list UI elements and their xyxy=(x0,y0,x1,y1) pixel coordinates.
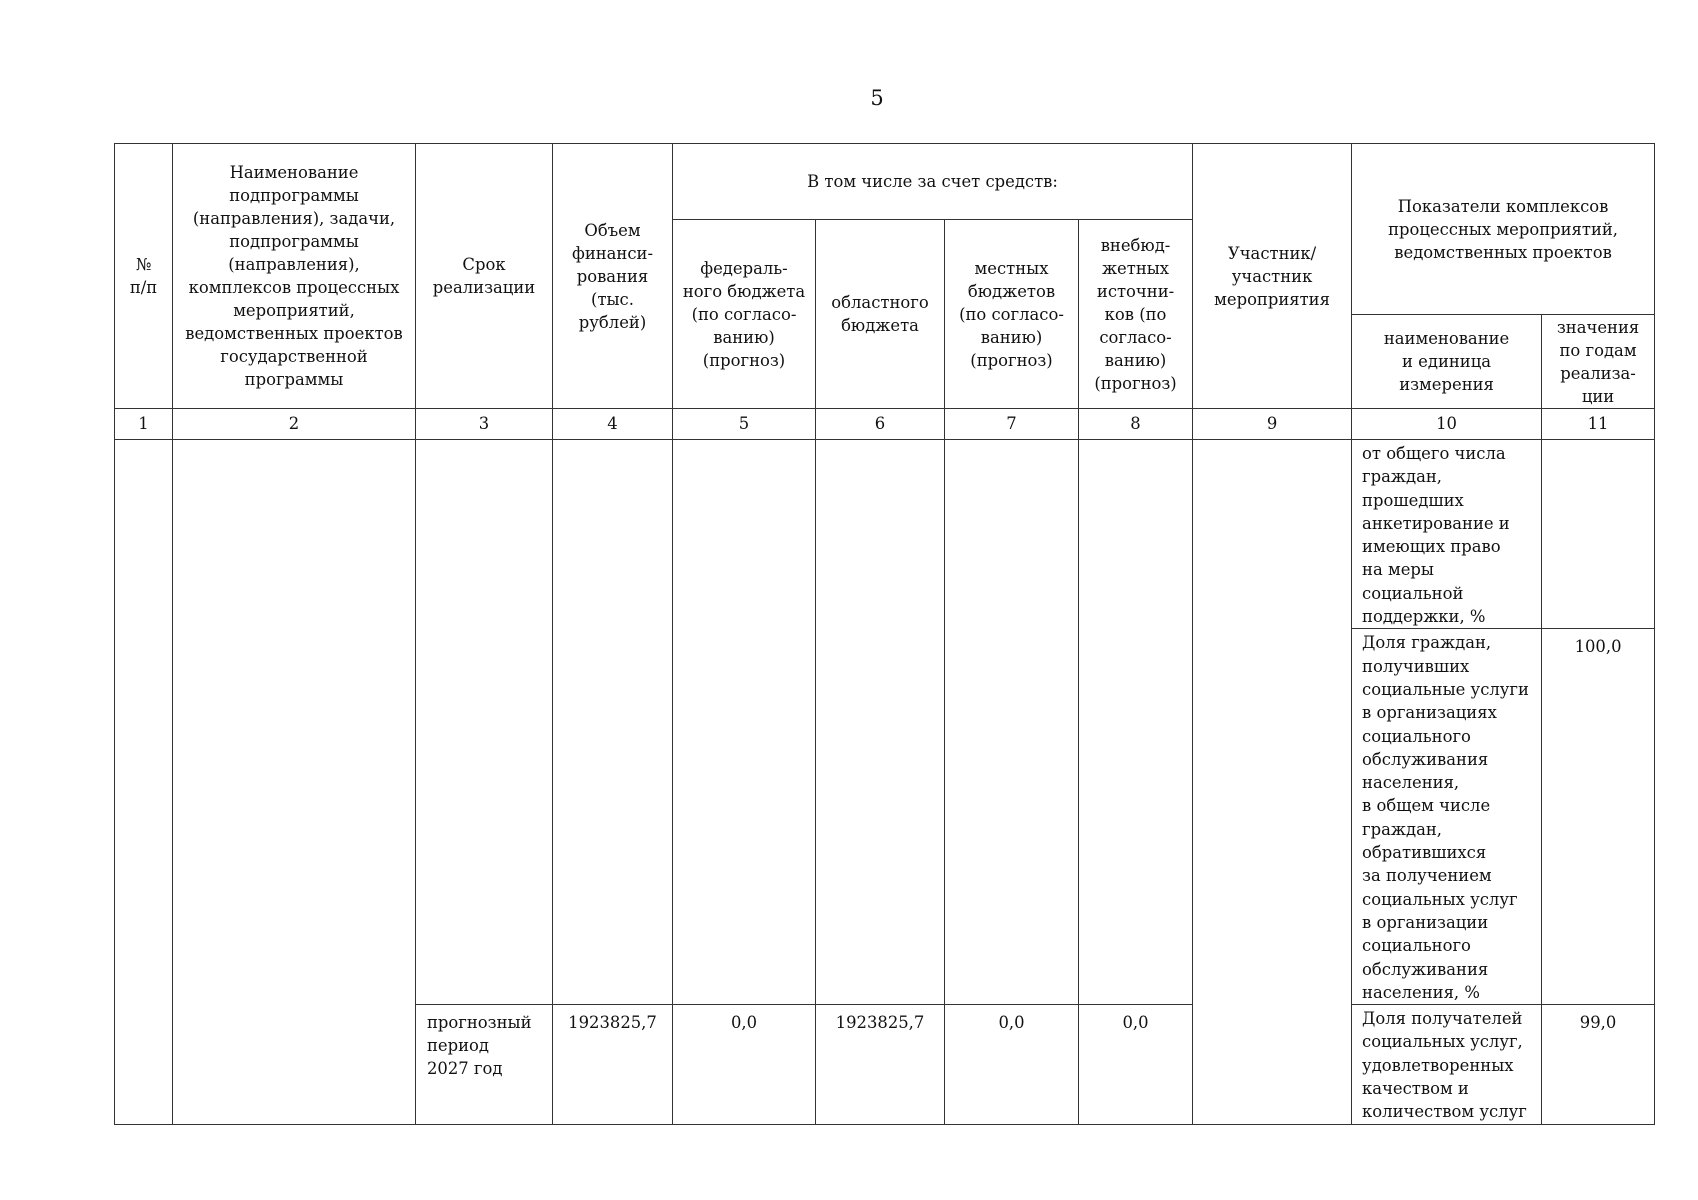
column-number: 6 xyxy=(816,409,945,440)
column-number: 4 xyxy=(553,409,673,440)
column-number: 5 xyxy=(673,409,816,440)
column-number: 10 xyxy=(1352,409,1542,440)
volume-cell xyxy=(553,440,673,1005)
indicator-name: от общего числа граждан, прошедших анкетирование и имеющих право на меры социальной поддержки, % xyxy=(1352,440,1542,629)
local-value: 0,0 xyxy=(945,1005,1079,1124)
row-name-cell xyxy=(173,440,416,1125)
column-number: 3 xyxy=(416,409,553,440)
extrabudgetary-cell xyxy=(1079,440,1193,1005)
indicator-value xyxy=(1542,440,1655,629)
header-local: местных бюджетов (по согласо- ванию) (прогноз) xyxy=(945,220,1079,409)
federal-value: 0,0 xyxy=(673,1005,816,1124)
header-indicator-values: значения по годам реализа- ции xyxy=(1542,315,1655,409)
column-number: 2 xyxy=(173,409,416,440)
program-table xyxy=(114,143,1655,1125)
header-name: Наименование подпрограммы (направления), задачи, подпрограммы (направления), комплексов процессных мероприятий, ведомственных проектов государственной программы xyxy=(173,144,416,409)
header-sources-group: В том числе за счет средств: xyxy=(673,144,1193,220)
header-volume: Объем финанси- рования (тыс. рублей) xyxy=(553,144,673,409)
indicator-name: Доля граждан, получивших социальные услуги в организациях социального обслуживания населения, в общем числе граждан, обратившихся за получением социальных услуг в организации социального обслуживания населения, % xyxy=(1352,629,1542,1005)
participant-cell xyxy=(1193,440,1352,1125)
indicator-name: Доля получателей социальных услуг, удовлетворенных качеством и количеством услуг xyxy=(1352,1005,1542,1124)
page-number: 5 xyxy=(870,86,884,110)
term-value: прогнозный период 2027 год xyxy=(416,1005,553,1124)
column-number: 1 xyxy=(115,409,173,440)
header-regional: областного бюджета xyxy=(816,220,945,409)
indicator-value: 99,0 xyxy=(1542,1005,1655,1124)
column-number: 9 xyxy=(1193,409,1352,440)
regional-value: 1923825,7 xyxy=(816,1005,945,1124)
header-term: Срок реализации xyxy=(416,144,553,409)
column-number: 11 xyxy=(1542,409,1655,440)
column-number: 7 xyxy=(945,409,1079,440)
header-indicators-group: Показатели комплексов процессных мероприятий, ведомственных проектов xyxy=(1352,144,1655,315)
indicator-value: 100,0 xyxy=(1542,629,1655,1005)
column-numbers-row xyxy=(115,409,1655,440)
local-cell xyxy=(945,440,1079,1005)
table-row xyxy=(115,440,1655,629)
header-indicator-name: наименование и единица измерения xyxy=(1352,315,1542,409)
header-federal: федераль- ного бюджета (по согласо- ванию) (прогноз) xyxy=(673,220,816,409)
regional-cell xyxy=(816,440,945,1005)
term-cell xyxy=(416,440,553,1005)
row-number-cell xyxy=(115,440,173,1125)
header-participant: Участник/ участник мероприятия xyxy=(1193,144,1352,409)
volume-value: 1923825,7 xyxy=(553,1005,673,1124)
column-number: 8 xyxy=(1079,409,1193,440)
extrabudgetary-value: 0,0 xyxy=(1079,1005,1193,1124)
header-number: № п/п xyxy=(115,144,173,409)
federal-cell xyxy=(673,440,816,1005)
header-extrabudgetary: внебюд- жетных источни- ков (по согласо- ванию) (прогноз) xyxy=(1079,220,1193,409)
